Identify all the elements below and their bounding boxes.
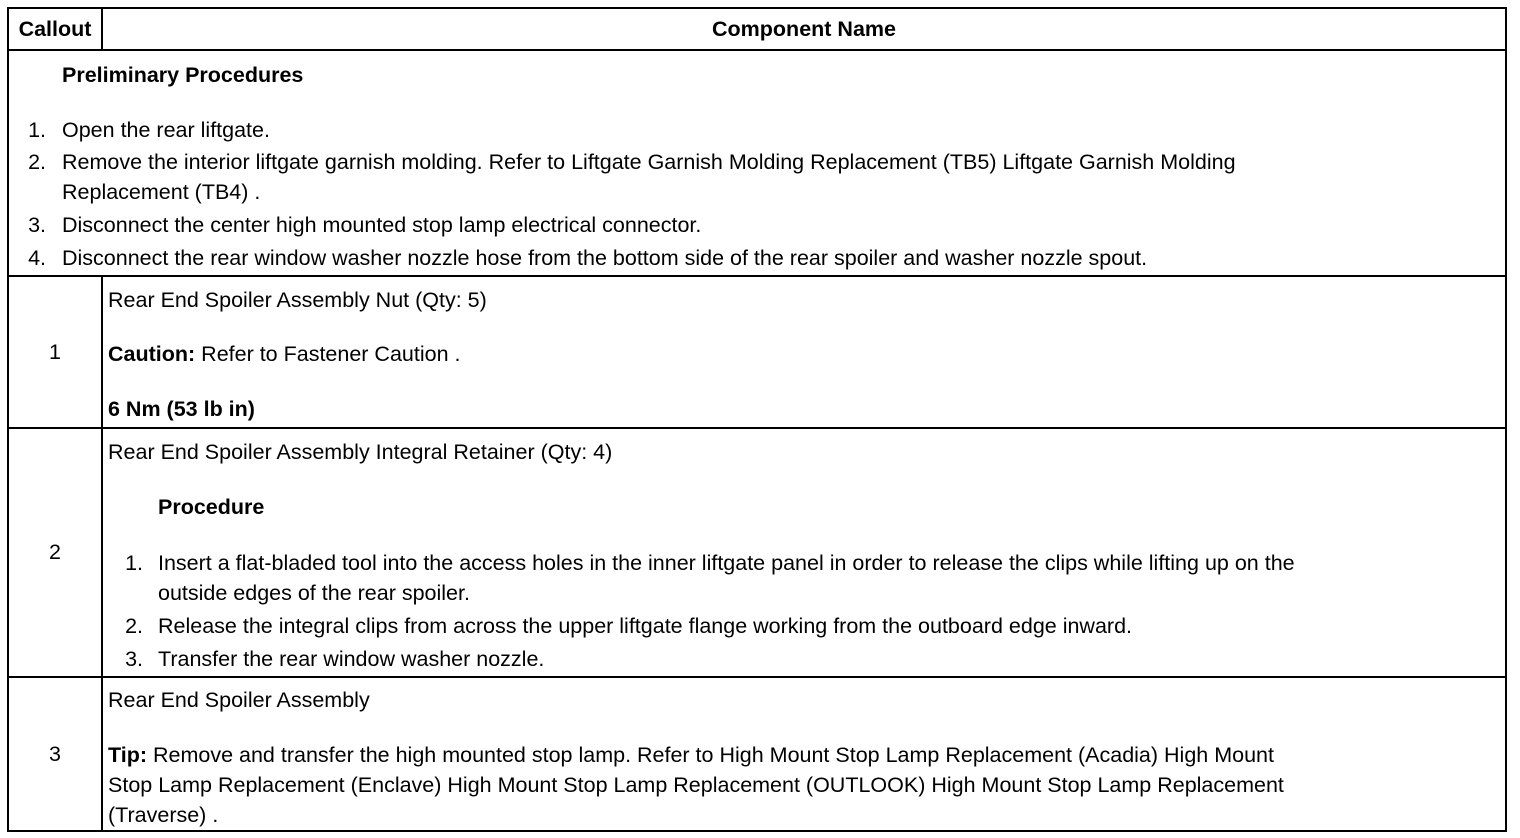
table-row — [9, 427, 1505, 676]
step-text-continued: outside edges of the rear spoiler. — [158, 581, 470, 605]
step-number: 3. — [28, 213, 46, 237]
component-name-column-header: Component Name — [712, 16, 896, 41]
component-cell — [103, 429, 1505, 676]
step-number: 2. — [28, 150, 46, 174]
component-name: Rear End Spoiler Assembly Integral Retainer (Qty: 4) — [108, 440, 613, 464]
step-text: Release the integral clips from across the upper liftgate flange working from the outboard edge inward. — [158, 614, 1133, 638]
table-header-row — [9, 9, 1505, 49]
step-text-continued: Replacement (TB4) . — [62, 180, 261, 204]
table-row — [9, 676, 1505, 830]
tip-note — [108, 745, 1274, 767]
step-text: Disconnect the center high mounted stop lamp electrical connector. — [62, 213, 702, 237]
component-table — [7, 7, 1507, 832]
table-row — [9, 275, 1505, 427]
callout-number: 1 — [9, 277, 103, 427]
step-text: Open the rear liftgate. — [62, 118, 270, 142]
callout-number: 2 — [9, 429, 103, 676]
preliminary-procedures-title: Preliminary Procedures — [62, 63, 304, 87]
component-name: Rear End Spoiler Assembly — [108, 688, 370, 712]
step-number: 1. — [125, 551, 143, 575]
component-cell — [103, 678, 1505, 830]
step-number: 3. — [125, 647, 143, 671]
step-text: Remove the interior liftgate garnish molding. Refer to Liftgate Garnish Molding Replacement (TB5) Liftgate Garnish Molding — [62, 150, 1236, 174]
step-text: Disconnect the rear window washer nozzle hose from the bottom side of the rear spoiler and washer nozzle spout. — [62, 246, 1148, 270]
preliminary-procedures-row — [9, 49, 1505, 275]
step-text: Transfer the rear window washer nozzle. — [158, 647, 545, 671]
callout-number: 3 — [9, 678, 103, 830]
component-cell — [103, 277, 1505, 427]
step-number: 4. — [28, 246, 46, 270]
callout-column-header: Callout — [9, 9, 103, 49]
component-name: Rear End Spoiler Assembly Nut (Qty: 5) — [108, 288, 487, 312]
caution-text: Refer to Fastener Caution . — [195, 342, 461, 366]
tip-text: Remove and transfer the high mounted stop lamp. Refer to High Mount Stop Lamp Replacement (Acadia) High Mount — [147, 743, 1274, 767]
step-number: 1. — [28, 118, 46, 142]
step-text: Insert a flat-bladed tool into the access holes in the inner liftgate panel in order to release the clips while lifting up on the — [158, 551, 1295, 575]
step-number: 2. — [125, 614, 143, 638]
caution-note — [108, 344, 460, 366]
tip-label: Tip: — [108, 743, 148, 767]
procedure-title: Procedure — [158, 495, 265, 519]
tip-text-continued: (Traverse) . — [108, 803, 219, 827]
torque-spec: 6 Nm (53 lb in) — [108, 397, 255, 421]
tip-text-continued: Stop Lamp Replacement (Enclave) High Mount Stop Lamp Replacement (OUTLOOK) High Mount Stop Lamp Replacement — [108, 773, 1284, 797]
caution-label: Caution: — [108, 342, 196, 366]
